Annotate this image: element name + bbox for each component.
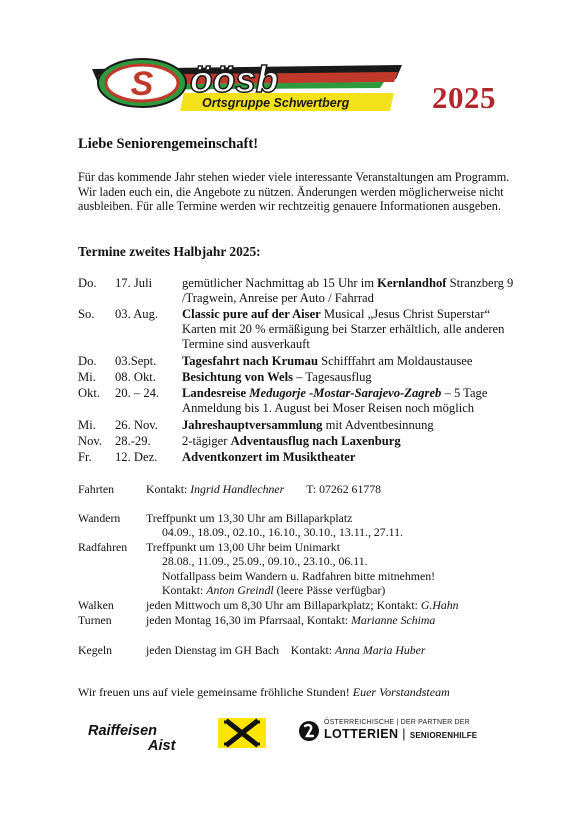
activity-text: Treffpunkt um 13,00 Uhr beim Unimarkt 28.08., 11.09., 25.09., 09.10., 23.10., 06.11. Notfallpass beim Wandern u. Radfahren bitte mitnehmen! Kontakt: Anton Greindl (leere Pässe verfügbar) (146, 540, 436, 598)
logo-wordmark: öösb (190, 59, 279, 100)
activity-label: Kegeln (78, 643, 113, 657)
event-day: Mi. (78, 418, 96, 432)
activity-label: Radfahren (78, 540, 128, 554)
activity-text: jeden Montag 16,30 im Pfarrsaal, Kontakt: Marianne Schima (146, 613, 436, 627)
event-day: Fr. (78, 450, 92, 464)
activity-label: Turnen (78, 613, 112, 627)
raiffeisen-logo (88, 724, 175, 754)
closing-line: Wir freuen uns auf viele gemeinsame fröhliche Stunden! Euer Vorstandsteam (78, 685, 450, 699)
event-description: Adventkonzert im Musiktheater (182, 450, 356, 464)
activity-text: jeden Mittwoch um 8,30 Uhr am Billaparkplatz; Kontakt: G.Hahn (146, 598, 459, 612)
activity-label: Fahrten (78, 482, 115, 496)
signature: Euer Vorstandsteam (352, 685, 450, 699)
event-day: Do. (78, 354, 97, 368)
event-description: 2-tägiger Adventausflug nach Laxenburg (182, 434, 401, 448)
event-day: Mi. (78, 370, 96, 384)
event-date: 12. Dez. (115, 450, 158, 464)
event-day: Do. (78, 276, 97, 290)
seniorenhilfe-label: SENIORENHILFE (409, 731, 478, 740)
event-description: Classic pure auf der Aiser Musical „Jesus Christ Superstar“ Karten mit 20 % ermäßigung bei Starzer erhältlich, alle anderen Termine sind ausverkauft (182, 307, 505, 352)
event-description: gemütlicher Nachmittag ab 15 Uhr im Kernlandhof Stranzberg 9 /Tragwein, Anreise per Auto / Fahrrad (182, 276, 514, 306)
raiffeisen-giebelkreuz-icon (218, 718, 266, 748)
activity-text: jeden Dienstag im GH Bach Kontakt: Anna Maria Huber (146, 643, 426, 657)
event-date: 20. – 24. (115, 386, 160, 400)
year-label: 2025 (432, 80, 496, 115)
event-description: Jahreshauptversammlung mit Adventbesinnung (182, 418, 434, 432)
event-date: 26. Nov. (115, 418, 158, 432)
event-day: Okt. (78, 386, 101, 400)
lotterien-country: ÖSTERREICHISCHE (324, 719, 395, 726)
event-day: So. (78, 307, 95, 321)
event-date: 17. Juli (115, 276, 153, 290)
oesb-logo (84, 55, 414, 117)
activity-text: Kontakt: Ingrid Handlechner T: 07262 61778 (146, 482, 382, 496)
oesb-logo-graphic (84, 55, 414, 117)
activity-label: Walken (78, 598, 114, 612)
event-description: Landesreise Medugorje -Mostar-Sarajevo-Zagreb – 5 Tage Anmeldung bis 1. August bei Moser Reisen noch möglich (182, 386, 488, 416)
event-description: Tagesfahrt nach Krumau Schifffahrt am Moldaustausee (182, 354, 473, 368)
raiffeisen-name: Raiffeisen (88, 723, 158, 739)
event-date: 28.-29. (115, 434, 151, 448)
activity-text: Treffpunkt um 13,30 Uhr am Billaparkplatz 04.09., 18.09., 02.10., 16.10., 30.10., 13.11., 27.11. (146, 511, 403, 540)
intro-paragraph: Für das kommende Jahr stehen wieder viele interessante Veranstaltungen am Programm. Wir laden euch ein, die Angebote zu nützen. Änderungen werden möglicherweise nicht ausbleiben. Für alle Termine werden wir rechtzeitig genauere Informationen ausgeben. (78, 170, 510, 214)
event-date: 03.Sept. (115, 354, 157, 368)
event-day: Nov. (78, 434, 103, 448)
logo-subtitle: Ortsgruppe Schwertberg (202, 96, 350, 110)
lotterien-icon (298, 720, 320, 742)
lotterien-name: LOTTERIEN (324, 727, 399, 741)
raiffeisen-region: Aist (148, 738, 176, 754)
lotterien-logo: ÖSTERREICHISCHE | DER PARTNER DER LOTTERIEN | SENIORENHILFE (324, 719, 478, 741)
page-title: Liebe Seniorengemeinschaft! (78, 136, 259, 152)
event-description: Besichtung von Wels – Tagesausflug (182, 370, 372, 384)
logo-letter: S (130, 65, 154, 103)
lotterien-partner: DER PARTNER DER (400, 719, 470, 726)
event-date: 03. Aug. (115, 307, 159, 321)
events-heading: Termine zweites Halbjahr 2025: (78, 244, 261, 259)
activity-label: Wandern (78, 511, 121, 525)
event-date: 08. Okt. (115, 370, 156, 384)
